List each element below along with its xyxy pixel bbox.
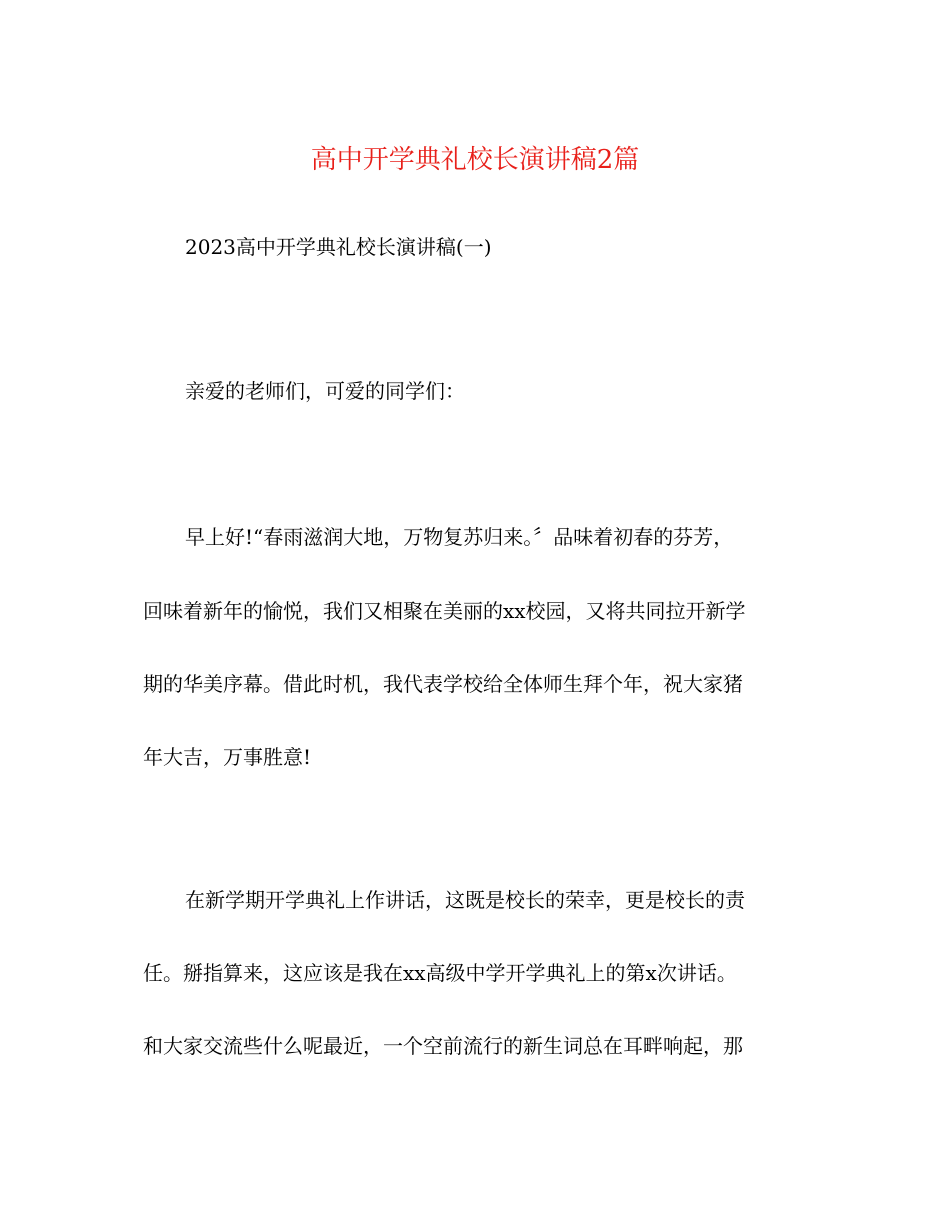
paragraph1-line: 早上好!“春雨滋润大地，万物复苏归来。〞品味着初春的芬芳， — [185, 525, 734, 549]
document-subtitle: 2023高中开学典礼校长演讲稿(一) — [185, 235, 492, 259]
paragraph1-line: 期的华美序幕。借此时机，我代表学校给全体师生拜个年，祝大家猪 — [143, 672, 743, 696]
paragraph2-line: 在新学期开学典礼上作讲话，这既是校长的荣幸，更是校长的责 — [185, 888, 745, 912]
paragraph1-line: 年大吉，万事胜意! — [143, 745, 312, 769]
paragraph1-line: 回味着新年的愉悦，我们又相聚在美丽的xx校园，又将共同拉开新学 — [143, 599, 746, 623]
document-title: 高中开学典礼校长演讲稿2篇 — [310, 145, 640, 175]
paragraph2-line: 任。掰指算来，这应该是我在xx高级中学开学典礼上的第x次讲话。 — [143, 961, 737, 985]
paragraph2-line: 和大家交流些什么呢最近，一个空前流行的新生词总在耳畔响起，那 — [143, 1034, 743, 1058]
salutation: 亲爱的老师们，可爱的同学们： — [185, 379, 465, 403]
